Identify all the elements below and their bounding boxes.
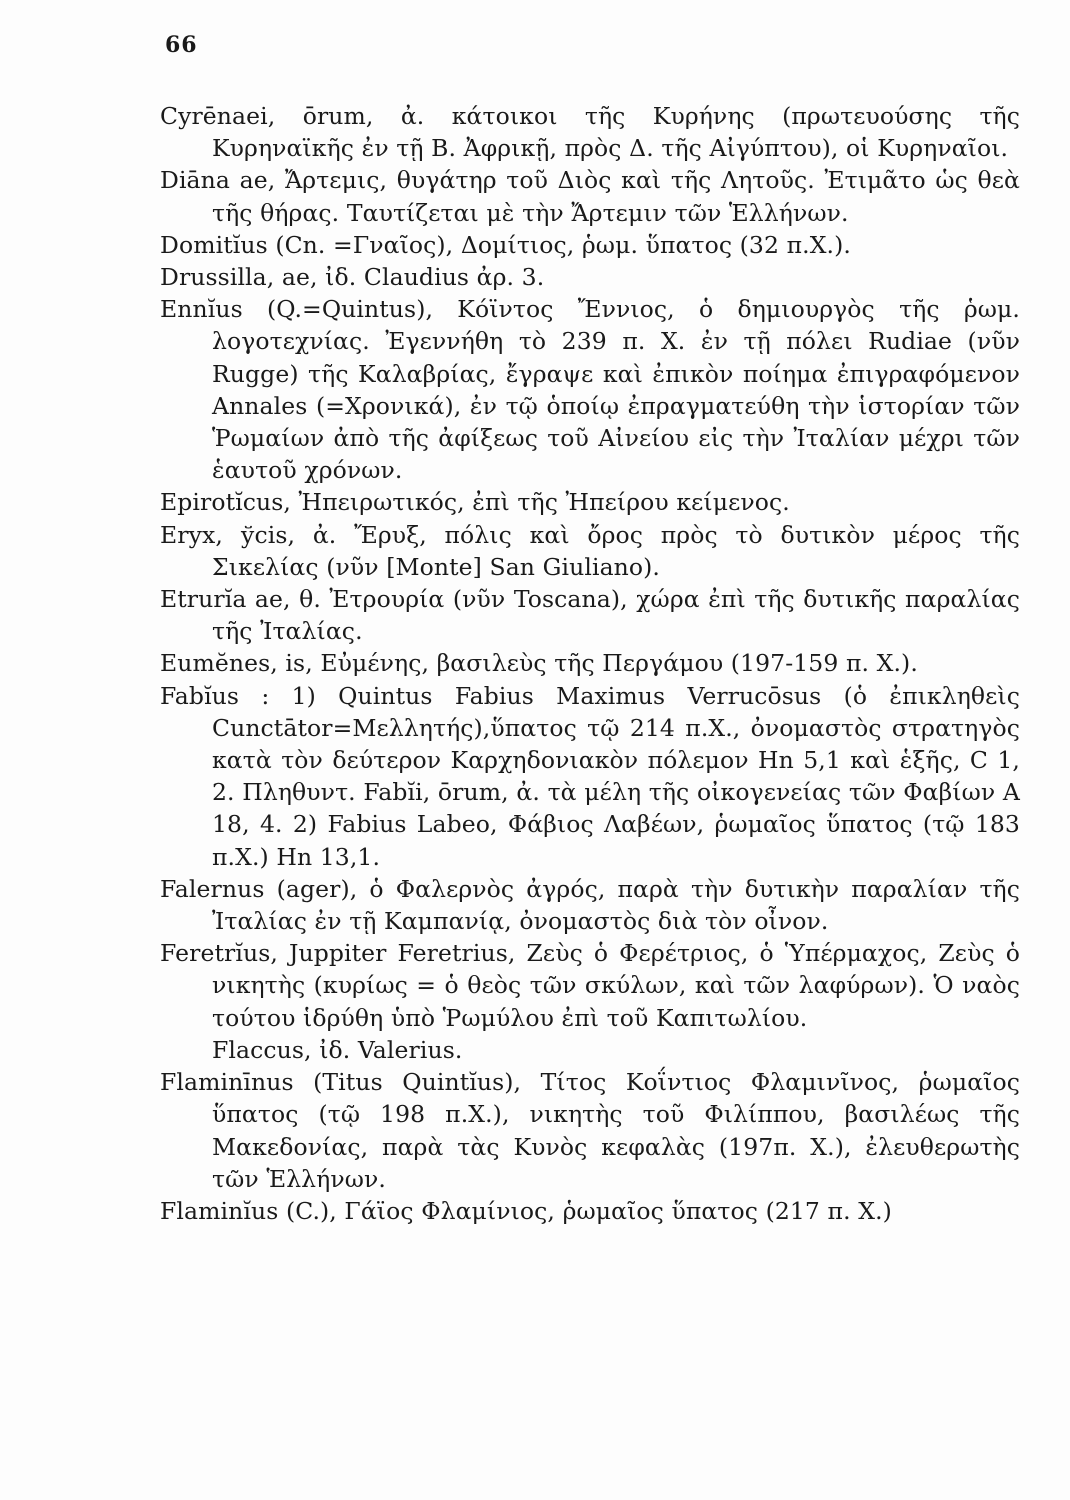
entry-epiroticus: Epirotĭcus, Ἠπειρωτικός, ἐπὶ τῆς Ἠπείρου κείμενος.	[160, 488, 790, 517]
page-number: 66	[165, 32, 198, 58]
entry-flamininus: Flaminīnus (Titus Quintĭus), Τίτος Κοΐντιος Φλαμινῖνος, ῥωμαῖος ὕπατος (τῷ 198 π.Χ.), νικητὴς τοῦ Φιλίππου, βασιλέως τῆς Μακεδονίας, παρὰ τὰς Κυνὸς κεφαλὰς (197π. Χ.), ἐλευθερωτὴς τῶν Ἑλλήνων.	[160, 1068, 1020, 1193]
entry-domitius: Domitĭus (Cn. =Γναῖος), Δομίτιος, ῥωμ. ὕπατος (32 π.Χ.).	[160, 230, 851, 259]
entry-feretrius: Feretrĭus, Juppiter Feretrius, Ζεὺς ὁ Φερέτριος, ὁ Ὑπέρμαχος, Ζεὺς ὁ νικητὴς (κυρίως = ὁ θεὸς τῶν σκύλων, καὶ τῶν λαφύρων). Ὁ ναὸς τούτου ἱδρύθη ὑπὸ Ῥωμύλου ἐπὶ τοῦ Καπιτωλίου.	[160, 939, 1020, 1032]
entry-eumenes: Eumĕnes, is, Εὐμένης, βασιλεὺς τῆς Περγάμου (197-159 π. Χ.).	[160, 649, 918, 678]
entry-list	[160, 100, 1020, 1227]
entry-cyrenaei: Cyrēnaei, ōrum, ἀ. κάτοικοι τῆς Κυρήνης (πρωτευούσης τῆς Κυρηναϊκῆς ἐν τῇ Β. Ἀφρικῇ, πρὸς Δ. τῆς Αἰγύπτου), οἱ Κυρηναῖοι.	[160, 102, 1020, 163]
entry-etruria: Etrurĭa ae, θ. Ἐτρουρία (νῦν Toscana), χώρα ἐπὶ τῆς δυτικῆς παραλίας τῆς Ἰταλίας.	[160, 585, 1020, 646]
entry-drussilla: Drussilla, ae, ἰδ. Claudius ἀρ. 3.	[160, 263, 545, 292]
entry-eryx: Eryx, ўcis, ἀ. Ἔρυξ, πόλις καὶ ὄρος πρὸς τὸ δυτικὸν μέρος τῆς Σικελίας (νῦν [Monte] San Giuliano).	[160, 520, 1020, 581]
entry-diana: Diāna ae, Ἄρτεμις, θυγάτηρ τοῦ Διὸς καὶ τῆς Λητοῦς. Ἐτιμᾶτο ὡς θεὰ τῆς θήρας. Ταυτίζεται μὲ τὴν Ἄρτεμιν τῶν Ἑλλήνων.	[160, 166, 1020, 227]
entry-flaminius: Flaminĭus (C.), Γάϊος Φλαμίνιος, ῥωμαῖος ὕπατος (217 π. Χ.)	[160, 1196, 892, 1225]
entry-falernus: Falernus (ager), ὁ Φαλερνὸς ἀγρός, παρὰ τὴν δυτικὴν παραλίαν τῆς Ἰταλίας ἐν τῇ Καμπανίᾳ, ὀνομαστὸς διὰ τὸν οἶνον.	[160, 874, 1020, 936]
entry-fabius: Fabĭus : 1) Quintus Fabius Maximus Verrucōsus (ὁ ἐπικληθεὶς Cunctātor=Μελλητής),ὕπατος τῷ 214 π.Χ., ὀνομαστὸς στρατηγὸς κατὰ τὸν δεύτερον Καρχηδονιακὸν πόλεμον Hn 5,1 καὶ ἑξῆς, C 1, 2. Πληθυντ. Fabĭi, ōrum, ἀ. τὰ μέλη τῆς οἰκογενείας τῶν Φαβίων A 18, 4. 2) Fabius Labeo, Φάβιος Λαβέων, ῥωμαῖος ὕπατος (τῷ 183 π.Χ.) Hn 13,1.	[160, 681, 1020, 871]
entry-flaccus: Flaccus, ἰδ. Valerius.	[212, 1035, 463, 1064]
entry-ennius: Ennĭus (Q.=Quintus), Κόϊντος Ἔννιος, ὁ δημιουργὸς τῆς ῥωμ. λογοτεχνίας. Ἐγεννήθη τὸ 239 π. Χ. ἐν τῇ πόλει Rudiae (νῦν Rugge) τῆς Καλαβρίας, ἔγραψε καὶ ἐπικὸν ποίημα ἐπιγραφόμενον Annales (=Χρονικά), ἐν τῷ ὁποίῳ ἐπραγματεύθη τὴν ἱστορίαν τῶν Ῥωμαίων ἀπὸ τῆς ἀφίξεως τοῦ Αἰνείου εἰς τὴν Ἰταλίαν μέχρι τῶν ἑαυτοῦ χρόνων.	[160, 295, 1020, 485]
